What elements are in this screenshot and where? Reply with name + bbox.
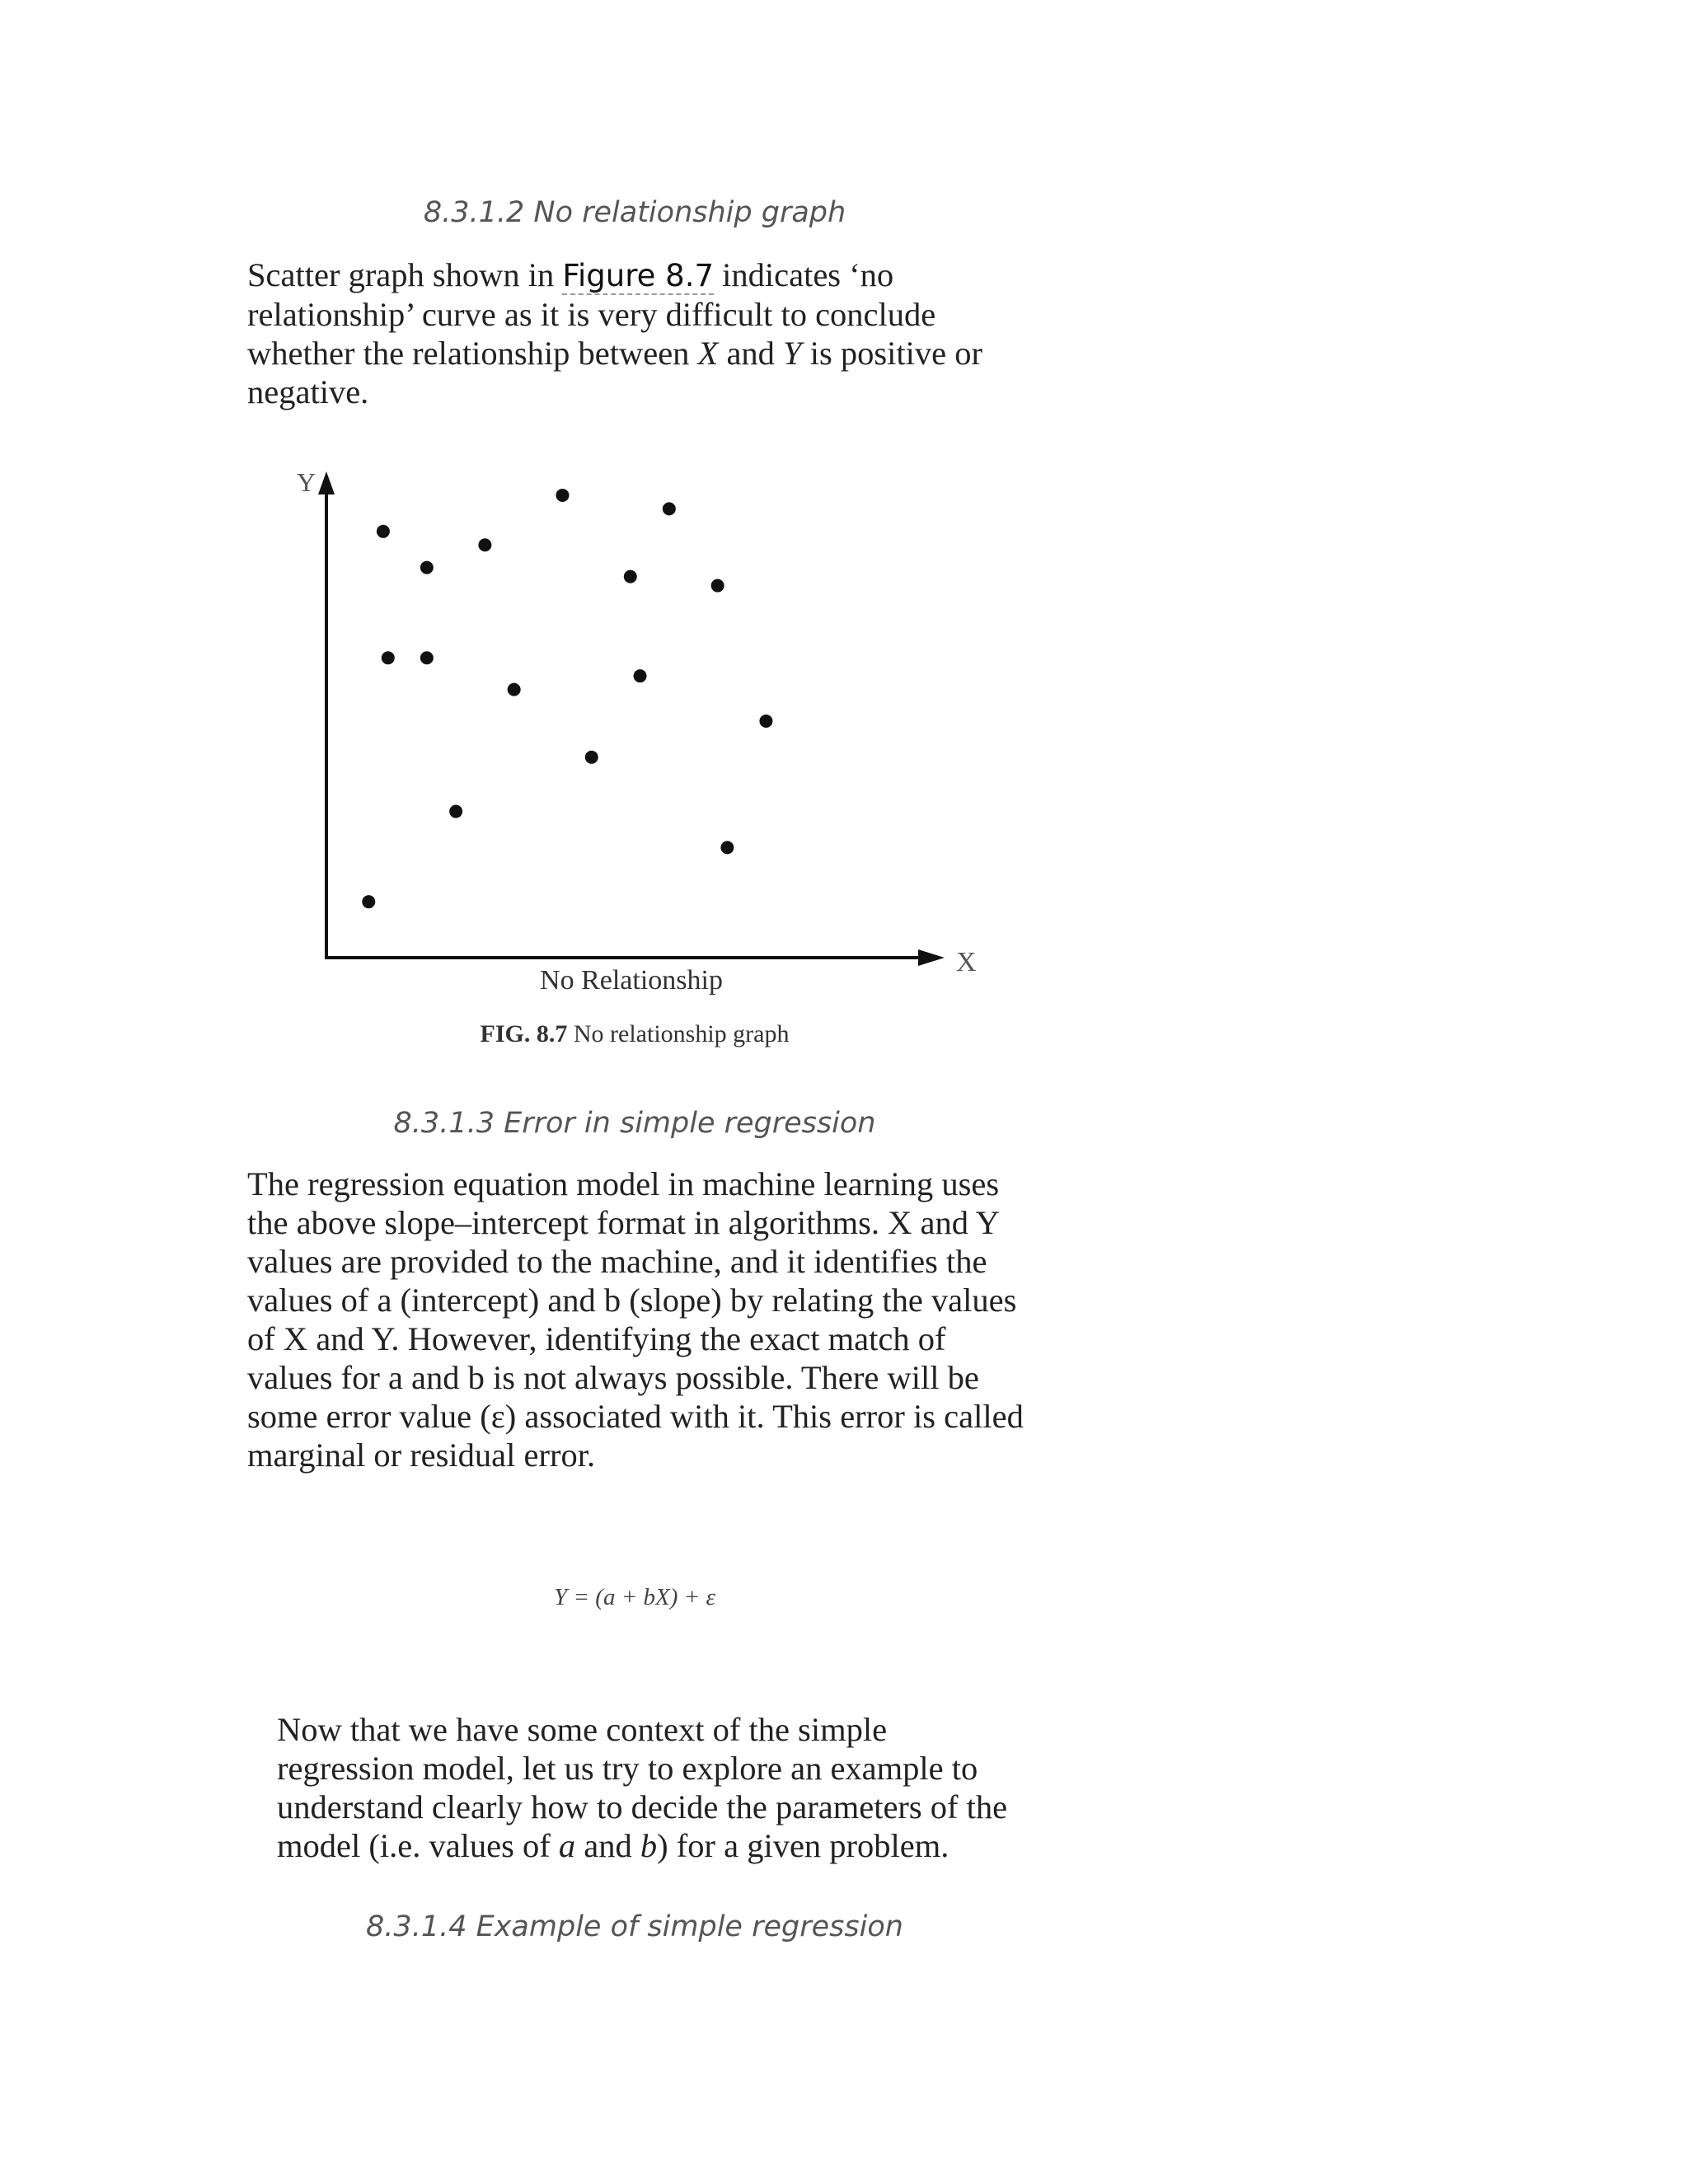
scatter-point <box>478 538 491 551</box>
figure-label: FIG. 8.7 <box>480 1020 568 1047</box>
scatter-point <box>759 715 772 728</box>
para3-text-start: Now that we have some context of the simple regression model, let us try to explore an example to understand clearly how to decide the parameters of the model (i.e. values of <box>277 1711 1008 1864</box>
scatter-point <box>449 805 462 818</box>
scatter-point <box>711 579 724 593</box>
chart-title: No Relationship <box>540 965 723 996</box>
scatter-point <box>634 669 647 682</box>
y-axis-arrowhead <box>318 471 335 494</box>
paragraph-no-relationship <box>247 255 1030 411</box>
scatter-point <box>377 525 390 538</box>
regression-equation: Y = (a + bX) + ε <box>554 1584 715 1610</box>
scatter-point <box>720 841 734 854</box>
var-b: b <box>640 1827 658 1864</box>
var-y: Y <box>783 335 802 372</box>
figure-8-7-link[interactable]: Figure 8.7 <box>562 258 714 293</box>
paragraph-error-regression: The regression equation model in machine learning uses the above slope–intercept format in algorithms. X and Y values are provided to the machine, and it identifies the values of a (intercept) and b (slope) by relating the values of X and Y. However, identifying the exact match of values for a and b is not always possible. There will be some error value (ε) associated with it. This error is called marginal or residual error. <box>247 1165 1024 1474</box>
para1-and: and <box>718 335 784 372</box>
para1-text-start: Scatter graph shown in <box>247 256 563 293</box>
section-heading-no-relationship: 8.3.1.2 No relationship graph <box>423 196 846 229</box>
section-heading-example-regression: 8.3.1.4 Example of simple regression <box>366 1910 903 1943</box>
scatter-points <box>362 489 772 908</box>
no-relationship-figure <box>247 462 989 1055</box>
scatter-point <box>624 570 637 583</box>
scatter-point <box>556 489 569 502</box>
scatter-point <box>508 683 521 696</box>
para3-and: and <box>575 1827 640 1864</box>
scatter-point <box>420 561 434 574</box>
var-x: X <box>697 335 719 372</box>
para3-text-end: ) for a given problem. <box>657 1827 950 1864</box>
y-axis-label: Y <box>297 467 316 497</box>
scatter-point <box>362 895 375 908</box>
x-axis-arrowhead <box>918 949 945 966</box>
scatter-plot <box>247 462 989 1022</box>
figure-caption <box>247 1020 1022 1048</box>
scatter-point <box>663 502 676 515</box>
para1-text-end: is positive or negative. <box>247 335 982 410</box>
scatter-point <box>420 651 434 664</box>
var-a: a <box>558 1827 576 1864</box>
figure-caption-text: No relationship graph <box>567 1020 790 1047</box>
paragraph-example-intro <box>247 1710 1030 1865</box>
x-axis-label: X <box>956 947 977 977</box>
para1-text-middle: indicates ‘no relationship’ curve as it is very difficult to conclude whether the relationship between <box>247 256 936 372</box>
scatter-point <box>382 651 395 664</box>
scatter-point <box>585 751 598 764</box>
section-heading-error-regression: 8.3.1.3 Error in simple regression <box>393 1107 876 1140</box>
